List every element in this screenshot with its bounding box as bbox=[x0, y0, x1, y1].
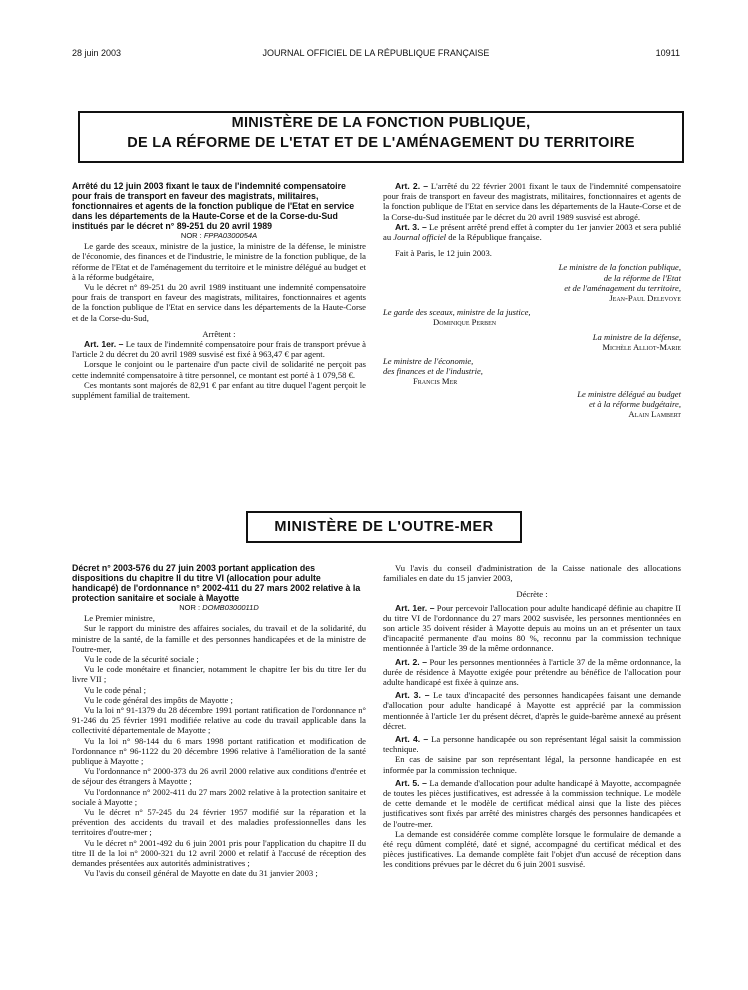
arrete-preamble: Le garde des sceaux, ministre de la justice, la ministre de la défense, le ministre de l'économie, des finances et de l'industrie, le ministre de la fonction publique, de la réforme de l'Etat et de l'aménagement du territoire et le ministre délégué au budget et à la réforme budgétaire, bbox=[72, 241, 366, 282]
arrete-nor: NOR : FPPA0300054A bbox=[180, 231, 258, 240]
decret-nor: NOR : DOMB0300011D bbox=[179, 603, 259, 612]
decret-article-5-paragraph: La demande est considérée comme complète lorsque le formulaire de demande a été reçu dûment complété, daté et signé, accompagné du certificat médical et des pièces justificatives. La demande complète fait l'objet d'un accusé de réception dans les conditions prévues par le décret du 6 juin 2001 susvisé. bbox=[383, 828, 681, 870]
decret-article-5: Art. 5. – La demande d'allocation pour adulte handicapé à Mayotte, accompagnée de toutes les pièces justificatives, est adressée à la commission technique. Le modèle de cette demande et le modèle de certificat médical ainsi que la liste des pièces justificatives sont fixés par arrêté des ministres chargés des personnes handicapées et de l'outre-mer. bbox=[383, 777, 681, 829]
decret-vu-9: Vu le décret n° 57-245 du 24 février 1957 modifié sur la réparation et la prévention des accidents du travail et des maladies professionnelles dans les territoires d'outre-mer ; bbox=[72, 807, 366, 838]
decret-decrete: Décrète : bbox=[516, 589, 548, 600]
ministry-heading-outre-mer: MINISTÈRE DE L'OUTRE-MER bbox=[246, 511, 522, 543]
arrete-paragraph-conjoint: Lorsque le conjoint ou le partenaire d'un pacte civil de solidarité ne perçoit pas cette indemnité compensatoire à titre personnel, ce montant est porté à 1 079,58 €. bbox=[72, 359, 366, 380]
signature-fonction-publique: Le ministre de la fonction publique, de la réforme de l'Etat et de l'aménagement du territoire, Jean-Paul Delevoye bbox=[558, 262, 681, 304]
page-header bbox=[72, 48, 680, 62]
arrete-left-column bbox=[72, 181, 366, 400]
decret-premier-ministre: Le Premier ministre, bbox=[84, 613, 155, 624]
arrete-vu: Vu le décret n° 89-251 du 20 avril 1989 instituant une indemnité compensatoire pour frais de transport en faveur des magistrats, militaires, fonctionnaires et agents de la fonction publique de l'Etat en service dans les départements de la Haute-Corse et de la Corse-du-Sud, bbox=[72, 282, 366, 323]
arrete-article-3: Art. 3. – Le présent arrêté prend effet à compter du 1er janvier 2003 et sera publié au Journal officiel de la République française. bbox=[383, 221, 681, 243]
signature-defense: La ministre de la défense, Michèle Alliot-Marie bbox=[592, 331, 681, 352]
decret-vu-2: Vu le code monétaire et financier, notamment le chapitre Ier bis du titre Ier du livre VII ; bbox=[72, 664, 366, 685]
signature-economie: Le ministre de l'économie, des finances et de l'industrie, Francis Mer bbox=[383, 356, 483, 387]
arrete-arretent: Arrêtent : bbox=[202, 328, 236, 339]
signature-justice: Le garde des sceaux, ministre de la justice, Dominique Perben bbox=[383, 307, 531, 328]
arrete-right-column bbox=[383, 181, 681, 419]
decret-vu-12: Vu l'avis du conseil d'administration de la Caisse nationale des allocations familiales en date du 15 janvier 2003, bbox=[383, 563, 681, 584]
signature-budget: Le ministre délégué au budget et à la réforme budgétaire, Alain Lambert bbox=[577, 388, 681, 420]
decret-vu-8: Vu l'ordonnance n° 2002-411 du 27 mars 2002 relative à la protection sanitaire et sociale à Mayotte ; bbox=[72, 786, 366, 807]
ministry-heading-line1: MINISTÈRE DE LA FONCTION PUBLIQUE, bbox=[231, 115, 531, 131]
arrete-paragraph-majoration: Ces montants sont majorés de 82,91 € par enfant au titre duquel l'agent perçoit le supplément familial de traitement. bbox=[72, 379, 366, 401]
arrete-article-2: Art. 2. – L'arrêté du 22 février 2001 fixant le taux de l'indemnité compensatoire pour frais de transport en faveur des magistrats, militaires, fonctionnaires et agents de la fonction publique de l'Etat en service dans les départements de la Haute-Corse et de la Corse-du-Sud instituée par le décret du 20 avril 1989 susvisé est abrogé. bbox=[383, 181, 681, 222]
decret-vu-10: Vu le décret n° 2001-492 du 6 juin 2001 pris pour l'application du chapitre II du titre II de la loi n° 2000-321 du 12 avril 2000 et relatif à l'accusé de réception des demandes présentées aux autorités administratives ; bbox=[72, 837, 366, 869]
arrete-fait-a-paris: Fait à Paris, le 12 juin 2003. bbox=[395, 248, 492, 259]
decret-vu-3: Vu le code pénal ; bbox=[84, 684, 147, 695]
header-date: 28 juin 2003 bbox=[72, 48, 122, 58]
decret-article-4: Art. 4. – La personne handicapée ou son représentant légal saisit la commission technique. bbox=[383, 734, 681, 755]
decret-article-2: Art. 2. – Pour les personnes mentionnées à l'article 37 de la même ordonnance, la durée de résidence à Mayotte exigée pour prétendre au bénéfice de l'allocation pour adulte handicapé est fixée à quinze ans. bbox=[383, 656, 681, 688]
decret-vu-5: Vu la loi n° 91-1379 du 28 décembre 1991 portant ratification de l'ordonnance n° 91-246 du 25 février 1991 modifiée relative au code du travail applicable dans la collectivité départementale de Mayotte ; bbox=[72, 705, 366, 736]
decret-vu-6: Vu la loi n° 98-144 du 6 mars 1998 portant ratification et modification de l'ordonnance n° 96-1122 du 20 décembre 1996 relative à l'amélioration de la santé publique à Mayotte ; bbox=[72, 735, 366, 767]
ministry-heading-line2: DE LA RÉFORME DE L'ETAT ET DE L'AMÉNAGEMENT DU TERRITOIRE bbox=[127, 135, 635, 151]
decret-left-column bbox=[72, 563, 366, 878]
decret-rapport: Sur le rapport du ministre des affaires sociales, du travail et de la solidarité, du ministre de la santé, de la famille et des personnes handicapées et de la ministre de l'outre-mer, bbox=[72, 623, 366, 654]
arrete-title: Arrêté du 12 juin 2003 fixant le taux de l'indemnité compensatoire pour frais de transport en faveur des magistrats, militaires, fonctionnaires et agents de la fonction publique de l'Etat en service dans les départements de la Haute-Corse et de la Corse-du-Sud institués par le décret n° 89-251 du 20 avril 1989 bbox=[72, 181, 355, 231]
decret-title: Décret n° 2003-576 du 27 juin 2003 portant application des dispositions du chapitre II du titre VI (allocation pour adulte handicapé) de l'ordonnance n° 2002-411 du 27 mars 2002 relative à la protection sanitaire et sociale à Mayotte bbox=[72, 563, 361, 603]
decret-article-3: Art. 3. – Le taux d'incapacité des personnes handicapées faisant une demande d'allocation pour adulte handicapé à Mayotte est apprécié par la commission mentionnée à l'article 1er du présent décret, d'après le guide-barème annexé au présent décret. bbox=[383, 690, 681, 731]
ministry-heading-fonction-publique bbox=[78, 111, 684, 163]
decret-article-1: Art. 1er. – Pour percevoir l'allocation pour adulte handicapé définie au chapitre II du titre VI de l'ordonnance du 27 mars 2002 susvisée, les personnes mentionnées en son article 35 doivent résider à Mayotte depuis au moins un an et présenter un taux d'incapacité permanente d'au moins 80 %, reconnu par la commission technique mentionnée à l'article 39 de la même ordonnance. bbox=[383, 602, 681, 654]
decret-vu-11: Vu l'avis du conseil général de Mayotte en date du 31 janvier 2003 ; bbox=[84, 868, 318, 879]
decret-vu-1: Vu le code de la sécurité sociale ; bbox=[84, 654, 199, 665]
decret-vu-7: Vu l'ordonnance n° 2000-373 du 26 avril 2000 relative aux conditions d'entrée et de séjour des étrangers à Mayotte ; bbox=[72, 766, 366, 787]
arrete-article-1: Art. 1er. – Le taux de l'indemnité compensatoire pour frais de transport prévue à l'article 2 du décret du 20 avril 1989 susvisé est fixé à 963,47 € par agent. bbox=[72, 339, 366, 360]
decret-vu-4: Vu le code général des impôts de Mayotte ; bbox=[84, 694, 233, 705]
header-journal-title: JOURNAL OFFICIEL DE LA RÉPUBLIQUE FRANÇAISE bbox=[262, 48, 490, 58]
decret-right-column bbox=[383, 563, 681, 870]
header-page-number: 10911 bbox=[655, 48, 680, 58]
decret-article-4-paragraph: En cas de saisine par son représentant légal, la personne handicapée en est informée par la commission technique. bbox=[383, 754, 681, 775]
